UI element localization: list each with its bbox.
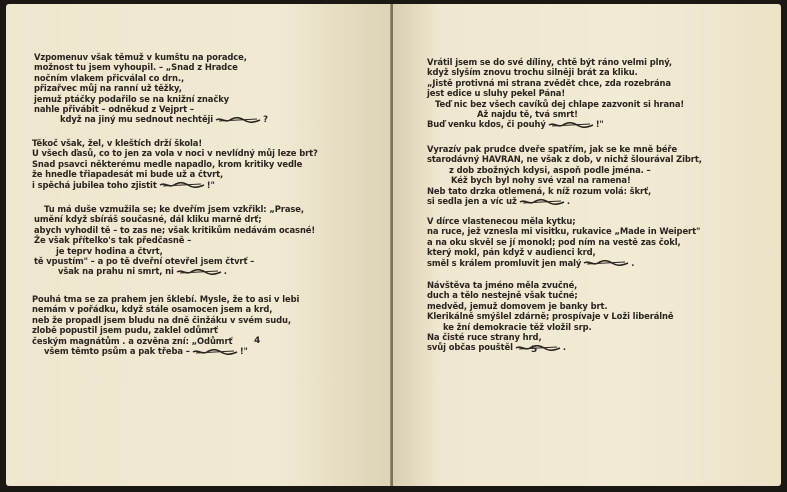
verse-line (34, 62, 247, 72)
verse-line (427, 186, 702, 196)
verse-text: „Jistě protivná mi strana zvědět chce, zda rozebrána (427, 77, 671, 88)
verse-punctuation: . (631, 257, 635, 268)
verse-text: Pouhá tma se za prahem jen šklebí. Mysle, že to asi v lebi (32, 294, 300, 304)
verse-text: Že však přítelko's tak předčasně – (34, 235, 192, 246)
verse-punctuation: . (566, 196, 570, 207)
verse-line (32, 138, 318, 148)
verse-text: duch a tělo nestejně však tučné; (427, 290, 578, 301)
verse-line (435, 99, 684, 109)
stanza (427, 216, 700, 268)
verse-text: přizařvec můj na ranní už těžky, (34, 83, 182, 94)
verse-text: Až najdu tě, tvá smrt! (477, 109, 578, 120)
verse-text: zlobě popustil jsem pudu, zaklel odůmrť (32, 325, 218, 336)
verse-text: umění když sbíráš současné, dál kliku marně drť; (34, 214, 262, 225)
verse-line (427, 154, 702, 164)
verse-line (32, 304, 299, 314)
verse-text: si sedla jen a víc už (427, 196, 517, 207)
verse-line (58, 266, 339, 276)
verse-line (34, 73, 247, 83)
verse-text: U všech ďasů, co to jen za vola v noci v nevlídný můj leze brt? (32, 148, 318, 159)
verse-line (427, 301, 674, 311)
right-page (393, 4, 781, 486)
verse-line (427, 342, 674, 352)
verse-text: z dob zbožných kdysi, aspoň podle jména. – (449, 164, 651, 175)
verse-line (34, 225, 315, 235)
verse-line (427, 226, 700, 236)
verse-line (34, 256, 315, 266)
pen-stroke-mark (176, 269, 222, 275)
stanza (34, 52, 268, 125)
pen-stroke-mark (548, 122, 594, 128)
verse-text: starodávný HAVRAN, ne však z dob, v nichž šlourával Zibrt, (427, 154, 702, 165)
verse-punctuation: . (223, 266, 227, 277)
verse-line (60, 114, 273, 124)
stanza (427, 57, 685, 130)
verse-line (427, 332, 674, 342)
verse-line (34, 94, 247, 104)
verse-line (427, 67, 676, 77)
verse-text: všem těmto psům a pak třeba – (44, 346, 190, 357)
pen-stroke-mark (159, 182, 205, 188)
verse-text: českým magnátům . a ozvěna zní: „Odůmrť (32, 335, 233, 346)
verse-line (32, 315, 299, 325)
verse-line (32, 159, 318, 169)
verse-line (427, 311, 674, 321)
verse-text: nočním vlakem přicválal co drn., (34, 72, 185, 83)
verse-text: Teď nic bez všech cavíků dej chlape zazvonit si hrana! (435, 98, 685, 109)
verse-text: Těkoč však, žel, v kleštích drží škola! (32, 138, 203, 148)
verse-line (477, 109, 726, 119)
verse-line (427, 196, 702, 206)
verse-line (427, 144, 702, 154)
verse-line (427, 258, 700, 268)
verse-text: abych vyhodil tě – to zas ne; však kritikům nedávám ocasné! (34, 224, 316, 235)
verse-text: že hnedle třiapadesát mi bude už a čtvrt, (32, 169, 224, 180)
verse-text: jemuž ptáčky podařilo se na knižní značky (34, 93, 230, 104)
verse-text: jest edice u sluhy pekel Pána! (427, 88, 566, 99)
verse-line (427, 119, 676, 129)
verse-line (427, 216, 700, 226)
verse-text: Neb tato drzka otlemená, k níž rozum volá: škrť, (427, 185, 652, 196)
verse-text: Klerikálně smýšlel zdárně; prospívaje v Loži liberálně (427, 311, 674, 322)
verse-line (427, 57, 676, 67)
page-number: 4 (254, 336, 261, 346)
verse-text: Vyrazív pak prudce dveře spatřím, jak se ke mně béře (427, 144, 678, 154)
verse-line (427, 237, 700, 247)
verse-line (32, 169, 318, 179)
verse-punctuation: !" (595, 119, 604, 130)
verse-text: Buď venku kdos, či pouhý (427, 119, 546, 130)
verse-line (32, 325, 299, 335)
verse-text: na ruce, jež vznesla mi visitku, rukavice „Made in Weipert" (427, 226, 701, 237)
verse-punctuation: ? (263, 114, 268, 125)
verse-line (34, 52, 247, 62)
stanza (32, 138, 318, 190)
verse-text: V dírce vlastenecou měla kytku; (427, 216, 576, 226)
verse-text: když slyším znovu trochu silněji brát za kliku. (427, 67, 638, 78)
pen-stroke-mark (583, 260, 629, 266)
verse-text: Vrátil jsem se do své díliny, chtě být ráno velmi plný, (427, 57, 673, 67)
verse-text: nemám v pořádku, když stále osamocen jsem a krd, (32, 304, 273, 315)
verse-text: medvěd, jemuž domovem je banky brt. (427, 300, 608, 311)
verse-line (34, 104, 247, 114)
verse-text: Vzpomenuv však těmuž v kumštu na poradce, (34, 52, 247, 62)
verse-text: tě vpustím" – a po tě dveřní otevřel jsem čtvrť – (34, 256, 255, 267)
stanza (427, 144, 702, 206)
verse-line (44, 346, 311, 356)
verse-line (427, 88, 676, 98)
verse-line (427, 247, 700, 257)
verse-line (56, 246, 337, 256)
pen-stroke-mark (519, 199, 565, 205)
verse-text: který mokl, pán když v audienci krd, (427, 247, 596, 258)
pen-stroke-mark (192, 349, 238, 355)
stanza (427, 280, 674, 353)
verse-text: Na čisté ruce strany hrd, (427, 332, 542, 343)
verse-line (427, 78, 676, 88)
stanza (34, 204, 315, 277)
verse-line (32, 180, 318, 190)
verse-text: směl s králem promluvit jen malý (427, 257, 582, 268)
verse-line (34, 214, 315, 224)
verse-line (34, 235, 315, 245)
verse-line (451, 175, 726, 185)
verse-text: i spěchá jubilea toho zjistit (32, 179, 157, 190)
verse-text: Návštěva ta jméno měla zvučné, (427, 280, 578, 290)
verse-line (34, 83, 247, 93)
pen-stroke-mark (215, 117, 261, 123)
verse-punctuation: !" (239, 346, 248, 357)
verse-line (449, 165, 724, 175)
verse-line (427, 280, 674, 290)
verse-punctuation: !" (206, 179, 215, 190)
verse-line (44, 204, 325, 214)
verse-text: Tu má duše vzmužila se; ke dveřím jsem vzkřikl: „Prase, (44, 204, 304, 214)
verse-punctuation: . (562, 342, 567, 353)
verse-text: ke žní demokracie těž vložil srp. (443, 321, 592, 332)
verse-line (443, 322, 690, 332)
verse-text: a na oku skvěl se jí monokl; pod ním na vestě zas čokl, (427, 236, 681, 247)
verse-text: Kéž bych byl nohy své vzal na ramena! (451, 175, 631, 186)
stanza (32, 294, 299, 356)
verse-text: je teprv hodina a čtvrt, (56, 245, 163, 256)
verse-line (427, 290, 674, 300)
verse-text: možnost tu jsem vyhoupil. – „Snad z Hradce (34, 62, 238, 73)
pen-stroke-mark (515, 345, 561, 351)
verse-text: Snad psavci některému medle napadlo, krom kritiky vedle (32, 158, 303, 169)
verse-text: svůj občas pouštěl (427, 342, 513, 353)
left-page (6, 4, 391, 486)
verse-text: neb že propadl jsem bludu na dně činžáku v svém sudu, (32, 314, 291, 325)
verse-text: když na jiný mu sednout nechtěji (60, 114, 214, 125)
page-number: 5 (531, 345, 538, 355)
verse-text: však na prahu ni smrt, ni (58, 266, 174, 277)
verse-line (32, 148, 318, 158)
verse-line (32, 294, 299, 304)
verse-text: nahle přivábit – odněkud z Vejprt – (34, 104, 194, 115)
